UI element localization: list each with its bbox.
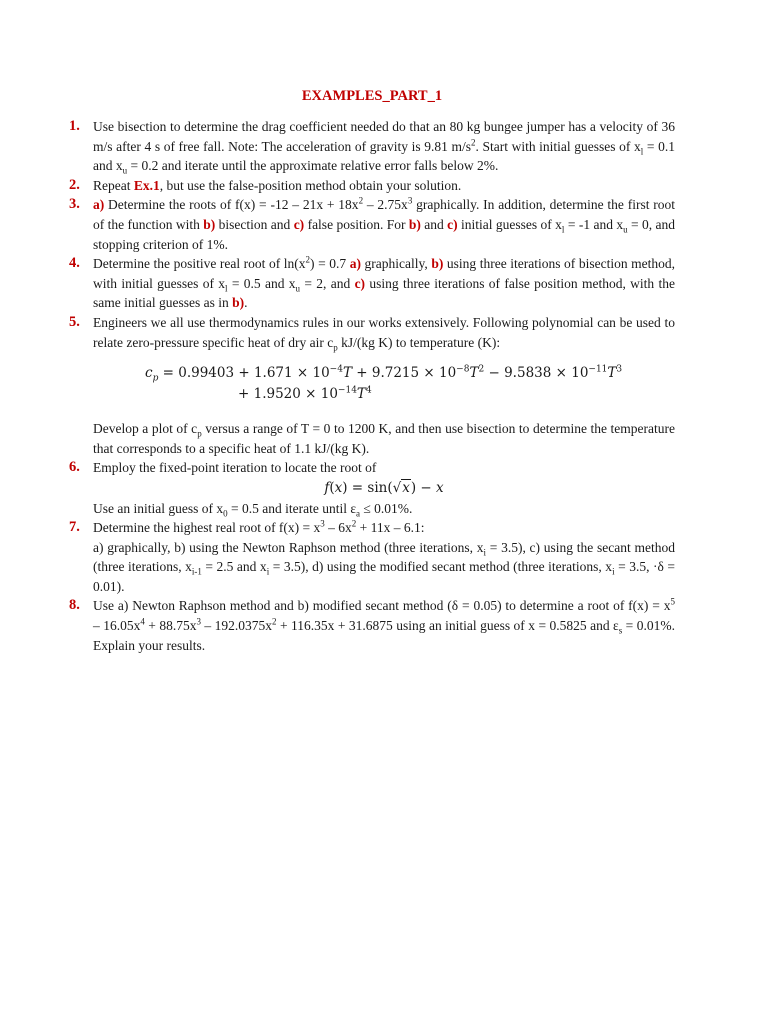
list-item: 1. Use bisection to determine the drag coefficient needed do that an 80 kg bungee jumper has a velocity of 36 m/s after 4 s of free fall. Note: The acceleration of gravity is 9.81 $m/s^2$. Start with initial guesses of $x_l = 0.1$ and $x_u = 0.2$ and iterate until the approximate relative error falls below 2%.: [69, 118, 675, 176]
item-number: 3.: [69, 196, 80, 213]
item-number: 1.: [69, 118, 80, 134]
list-item: 5. Engineers we all use thermodynamics rules in our works extensively. Following polynomial can be used to relate zero-pressure specific heat of dry air $c_p$ kJ/(kg K) to temperature (K): $c_p = 0.99403 + 1.671 \times 10^{-4}T + 9.7215 \times 10^{-8}T^2 - 9.5838 \times 10^{-11}T^3$ + $1.9520 \times 10^{-14}T^4$ Develop a plot of $c_p$ versus a range of T = 0 to 1200 K, and then use bisection to determine the temperature that corresponds to a specific heat of 1.1 kJ/(kg K).: [69, 313, 676, 456]
list-item: 8. Use a) Newton Raphson method and b) modified secant method (δ = 0.05) to determine a root of $f(x) = x^5 - 16.05x^4 + 88.75x^3 - 192.0375x^2 + 116.35x + 31.6875$ using an initial guess of x = 0.5825 and $\varepsilon_s = 0.01\%$. Explain your results.: [69, 596, 675, 653]
item-number: 2.: [69, 176, 80, 193]
list-item: 3. a) Determine the roots of $f(x) = -12 - 21x + 18x^2 - 2.75x^3$ graphically. In addition, determine the first root of the function with b) bisection and c) false position. For b) and c) initial guesses of $x_l = -1$ and $x_u = 0$, and stopping criterion of 1%.: [69, 195, 676, 252]
example-reference: Ex.1: [133, 177, 160, 193]
specific-heat-equation-line-1: $c_p = 0.99403 + 1.671 \times 10^{-4}T + 9.7215 \times 10^{-8}T^2 - 9.5838 \times 10^{-11}T^3$: [145, 364, 623, 384]
item-number: 5.: [69, 313, 80, 330]
list-item: 6. Employ the fixed-point iteration to locate the root of f(x) = sin(√x) − x Use an initial guess of $x_0 = 0.5$ and iterate until $\varepsilon_a \le 0.01\%$.: [93, 458, 675, 518]
item-number: 4.: [69, 255, 80, 272]
item-number: 8.: [69, 597, 80, 614]
list-item: 2. Repeat Ex.1, but use the false-position method obtain your solution.: [93, 176, 675, 196]
item-number: 6.: [69, 459, 80, 476]
specific-heat-equation-line-2: + $1.9520 \times 10^{-14}T^4$: [238, 385, 372, 403]
list-item: 4. Determine the positive real root of $\ln(x^2) = 0.7$ a) graphically, b) using three iterations of bisection method, with initial guesses of $x_l = 0.5$ and $x_u = 2$, and c) using three iterations of false position method, with the same initial guesses as in b).: [69, 254, 676, 311]
fixed-point-function: f(x) = sin(√x) − x: [324, 479, 444, 496]
list-item: 7. Determine the highest real root of $f(x) = x^3 - 6x^2 + 11x - 6.1$: a) graphically, b) using the Newton Raphson method (three iterations, $x_i = 3.5$), c) using the secant method (three iterations, $x_{i-1} = 2.5$ and $x_i = 3.5$), d) using the modified secant method (three iterations, $x_i = 3.5$, ·δ = 0.01).: [69, 518, 675, 594]
page-title: EXAMPLES_PART_1: [301, 88, 443, 104]
item-number: 7.: [69, 519, 80, 536]
examples-list: [69, 117, 676, 655]
